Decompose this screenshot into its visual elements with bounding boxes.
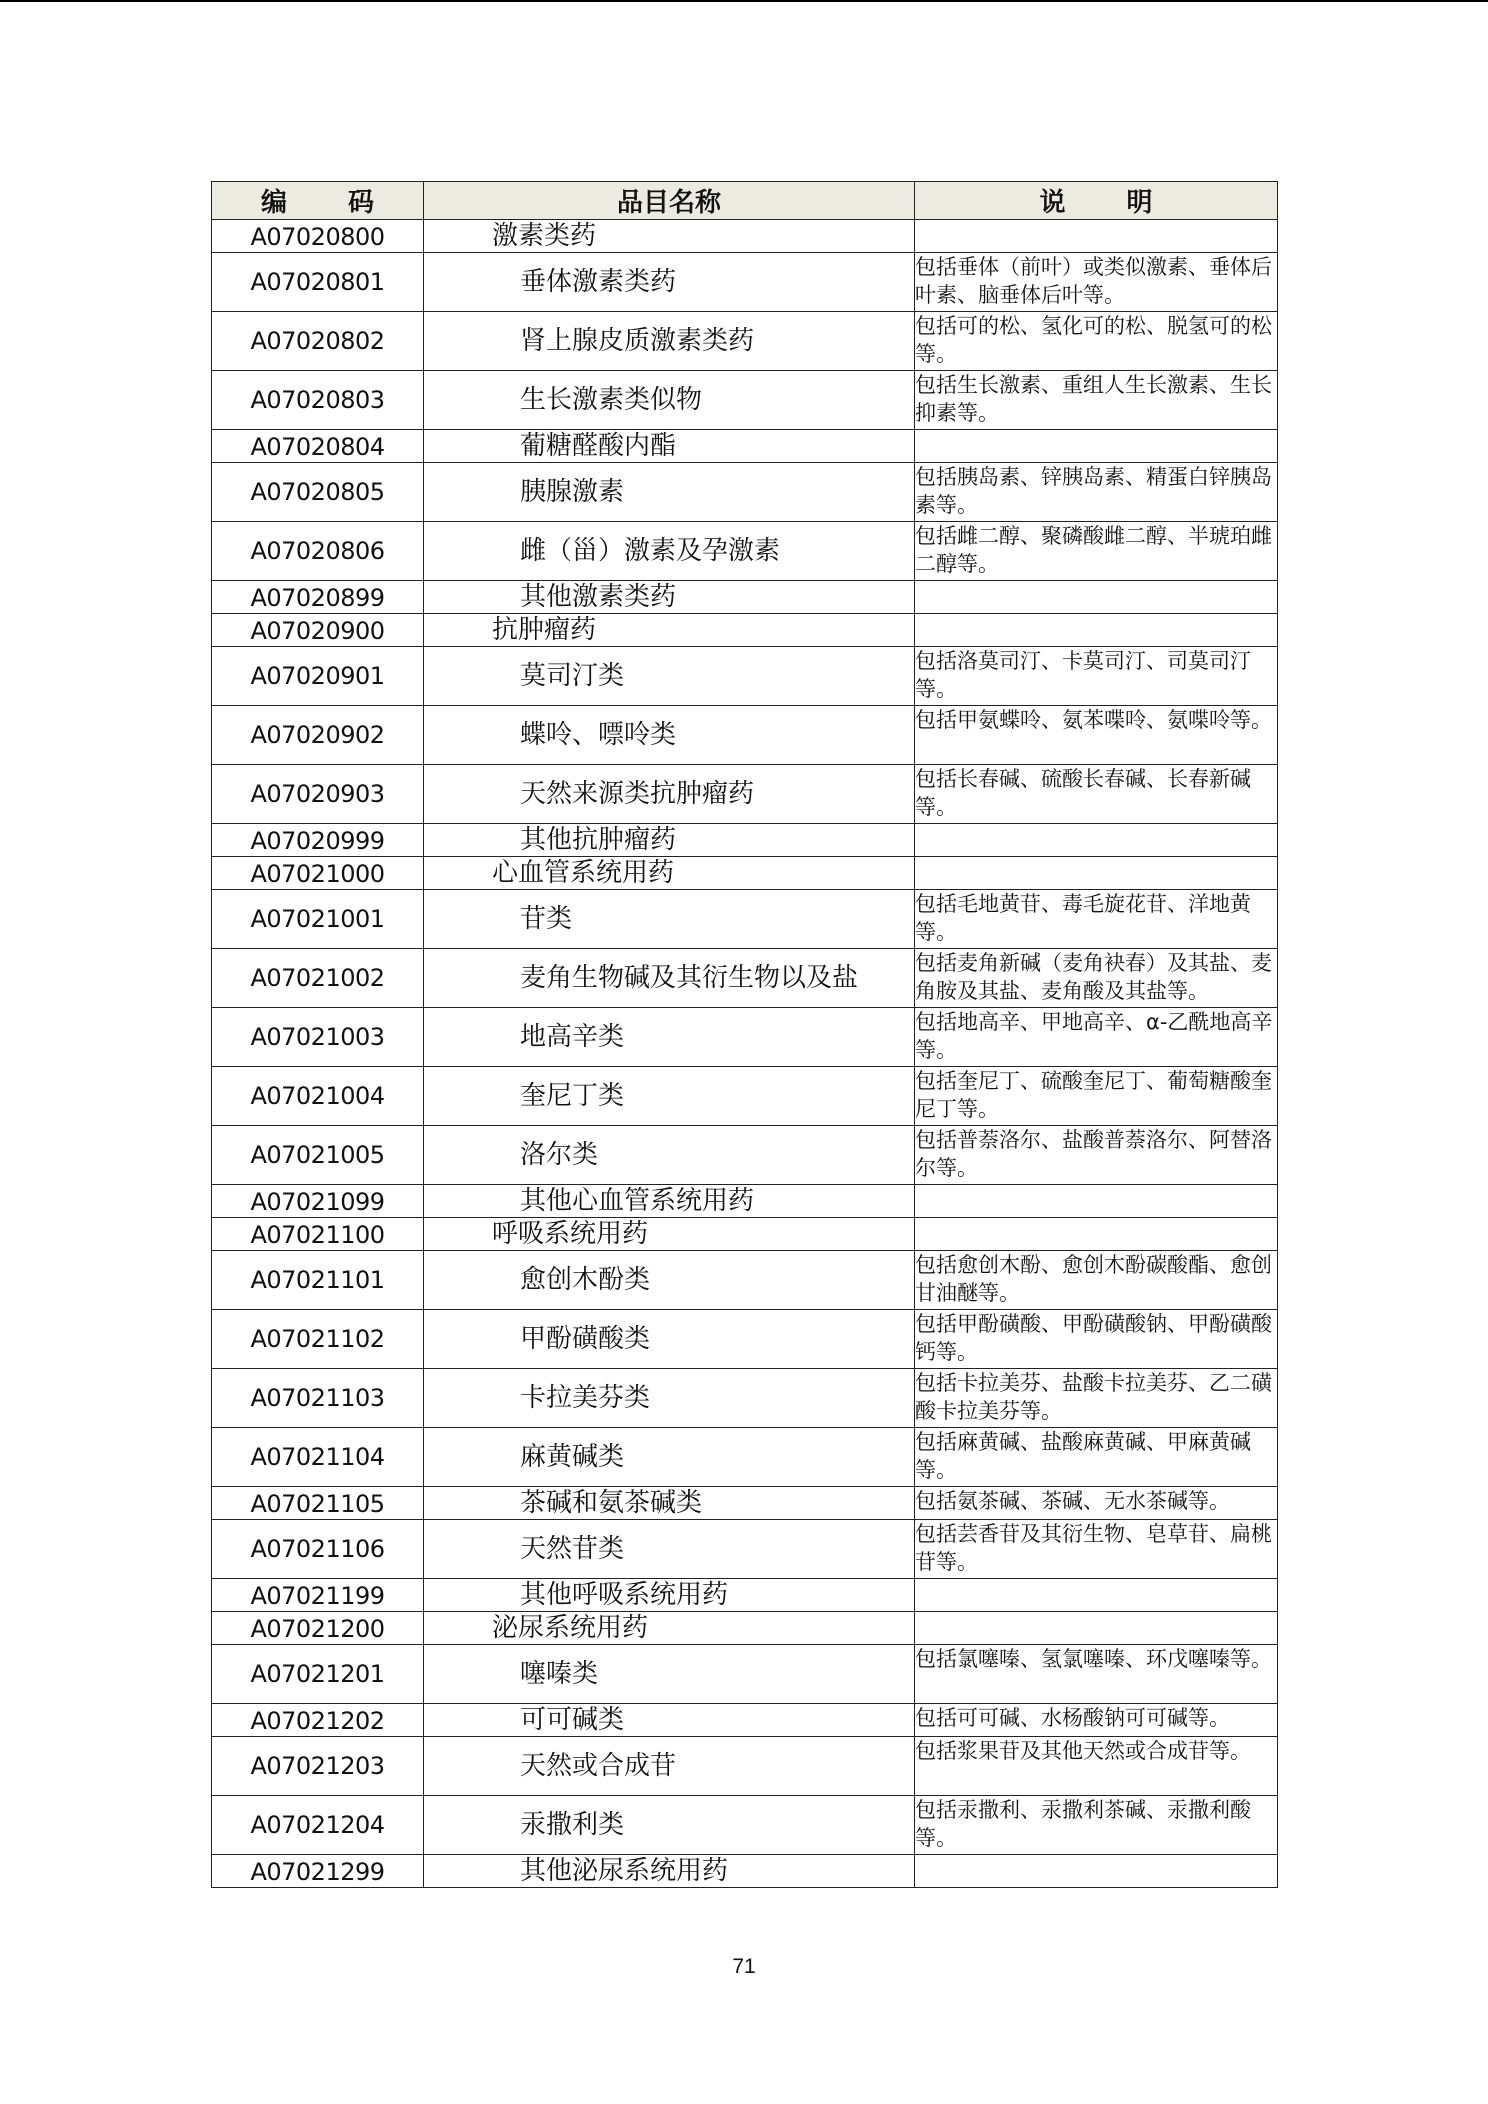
header-name: 品目名称 [424, 182, 915, 220]
row-desc [915, 1855, 1278, 1888]
row-code: A07020803 [212, 371, 424, 430]
row-name: 苷类 [424, 890, 915, 949]
row-code: A07021104 [212, 1428, 424, 1487]
row-code: A07020802 [212, 312, 424, 371]
row-desc: 包括汞撒利、汞撒利茶碱、汞撒利酸等。 [915, 1796, 1278, 1855]
row-code: A07020805 [212, 463, 424, 522]
row-name: 其他呼吸系统用药 [424, 1579, 915, 1612]
row-name: 雌（甾）激素及孕激素 [424, 522, 915, 581]
row-desc [915, 1185, 1278, 1218]
table-row [212, 824, 1278, 857]
row-name: 卡拉美芬类 [424, 1369, 915, 1428]
row-desc [915, 430, 1278, 463]
row-desc: 包括雌二醇、聚磷酸雌二醇、半琥珀雌二醇等。 [915, 522, 1278, 581]
table-row [212, 463, 1278, 522]
row-code: A07021100 [212, 1218, 424, 1251]
table-row [212, 1737, 1278, 1796]
row-desc: 包括毛地黄苷、毒毛旋花苷、洋地黄等。 [915, 890, 1278, 949]
row-desc: 包括可可碱、水杨酸钠可可碱等。 [915, 1704, 1278, 1737]
row-code: A07021103 [212, 1369, 424, 1428]
row-name: 洛尔类 [424, 1126, 915, 1185]
row-name: 其他抗肿瘤药 [424, 824, 915, 857]
table-row [212, 1645, 1278, 1704]
row-code: A07021000 [212, 857, 424, 890]
table-row [212, 1579, 1278, 1612]
row-code: A07020899 [212, 581, 424, 614]
row-desc: 包括芸香苷及其衍生物、皂草苷、扁桃苷等。 [915, 1520, 1278, 1579]
row-desc [915, 857, 1278, 890]
row-desc: 包括长春碱、硫酸长春碱、长春新碱等。 [915, 765, 1278, 824]
table-row [212, 1704, 1278, 1737]
table-row [212, 312, 1278, 371]
row-desc: 包括麦角新碱（麦角袂春）及其盐、麦角胺及其盐、麦角酸及其盐等。 [915, 949, 1278, 1008]
row-desc [915, 220, 1278, 253]
row-name: 其他泌尿系统用药 [424, 1855, 915, 1888]
table-row [212, 765, 1278, 824]
table-row [212, 1520, 1278, 1579]
table-row [212, 647, 1278, 706]
table-row [212, 949, 1278, 1008]
table-row [212, 430, 1278, 463]
row-desc: 包括普萘洛尔、盐酸普萘洛尔、阿替洛尔等。 [915, 1126, 1278, 1185]
row-desc: 包括地高辛、甲地高辛、α-乙酰地高辛等。 [915, 1008, 1278, 1067]
row-name: 噻嗪类 [424, 1645, 915, 1704]
row-desc: 包括生长激素、重组人生长激素、生长抑素等。 [915, 371, 1278, 430]
row-name: 愈创木酚类 [424, 1251, 915, 1310]
row-desc: 包括甲酚磺酸、甲酚磺酸钠、甲酚磺酸钙等。 [915, 1310, 1278, 1369]
table-row [212, 1796, 1278, 1855]
row-desc [915, 1218, 1278, 1251]
row-name: 其他心血管系统用药 [424, 1185, 915, 1218]
row-code: A07021005 [212, 1126, 424, 1185]
row-desc [915, 614, 1278, 647]
row-desc: 包括垂体（前叶）或类似激素、垂体后叶素、脑垂体后叶等。 [915, 253, 1278, 312]
table-row [212, 1218, 1278, 1251]
row-code: A07021202 [212, 1704, 424, 1737]
row-name: 肾上腺皮质激素类药 [424, 312, 915, 371]
row-name: 葡糖醛酸内酯 [424, 430, 915, 463]
row-name: 汞撒利类 [424, 1796, 915, 1855]
row-name: 天然苷类 [424, 1520, 915, 1579]
table-row [212, 614, 1278, 647]
row-name: 麦角生物碱及其衍生物以及盐 [424, 949, 915, 1008]
row-name: 生长激素类似物 [424, 371, 915, 430]
page-number: 71 [732, 1955, 756, 1978]
row-code: A07020804 [212, 430, 424, 463]
row-name: 甲酚磺酸类 [424, 1310, 915, 1369]
table-row [212, 1428, 1278, 1487]
row-desc: 包括愈创木酚、愈创木酚碳酸酯、愈创甘油醚等。 [915, 1251, 1278, 1310]
row-code: A07020901 [212, 647, 424, 706]
catalog-table [211, 181, 1278, 1888]
row-name: 心血管系统用药 [424, 857, 915, 890]
row-desc: 包括洛莫司汀、卡莫司汀、司莫司汀等。 [915, 647, 1278, 706]
row-code: A07020900 [212, 614, 424, 647]
row-desc: 包括浆果苷及其他天然或合成苷等。 [915, 1737, 1278, 1796]
header-code: 编 码 [212, 182, 424, 220]
row-code: A07020800 [212, 220, 424, 253]
row-name: 天然来源类抗肿瘤药 [424, 765, 915, 824]
row-code: A07021200 [212, 1612, 424, 1645]
row-name: 莫司汀类 [424, 647, 915, 706]
row-desc: 包括奎尼丁、硫酸奎尼丁、葡萄糖酸奎尼丁等。 [915, 1067, 1278, 1126]
row-code: A07021001 [212, 890, 424, 949]
table-row [212, 220, 1278, 253]
row-name: 地高辛类 [424, 1008, 915, 1067]
table-row [212, 890, 1278, 949]
table-row [212, 1067, 1278, 1126]
row-desc: 包括氯噻嗪、氢氯噻嗪、环戊噻嗪等。 [915, 1645, 1278, 1704]
row-code: A07021201 [212, 1645, 424, 1704]
row-desc: 包括氨茶碱、茶碱、无水茶碱等。 [915, 1487, 1278, 1520]
table-row [212, 1310, 1278, 1369]
row-code: A07021106 [212, 1520, 424, 1579]
row-code: A07020801 [212, 253, 424, 312]
table-row [212, 1855, 1278, 1888]
row-desc: 包括胰岛素、锌胰岛素、精蛋白锌胰岛素等。 [915, 463, 1278, 522]
row-code: A07021204 [212, 1796, 424, 1855]
row-name: 垂体激素类药 [424, 253, 915, 312]
row-name: 茶碱和氨茶碱类 [424, 1487, 915, 1520]
row-desc: 包括麻黄碱、盐酸麻黄碱、甲麻黄碱等。 [915, 1428, 1278, 1487]
table-row [212, 857, 1278, 890]
row-name: 奎尼丁类 [424, 1067, 915, 1126]
table-body [212, 220, 1278, 1888]
row-code: A07020902 [212, 706, 424, 765]
table-row [212, 1487, 1278, 1520]
row-code: A07020999 [212, 824, 424, 857]
row-code: A07021099 [212, 1185, 424, 1218]
table-row [212, 1369, 1278, 1428]
row-name: 蝶呤、嘌呤类 [424, 706, 915, 765]
row-code: A07021199 [212, 1579, 424, 1612]
table-row [212, 1126, 1278, 1185]
row-desc [915, 581, 1278, 614]
row-desc [915, 1612, 1278, 1645]
row-name: 胰腺激素 [424, 463, 915, 522]
row-code: A07021002 [212, 949, 424, 1008]
row-name: 泌尿系统用药 [424, 1612, 915, 1645]
row-code: A07021004 [212, 1067, 424, 1126]
row-desc: 包括可的松、氢化可的松、脱氢可的松等。 [915, 312, 1278, 371]
table-row [212, 371, 1278, 430]
table-row [212, 522, 1278, 581]
row-code: A07021003 [212, 1008, 424, 1067]
row-code: A07021102 [212, 1310, 424, 1369]
table-header-row [212, 182, 1278, 220]
table-row [212, 581, 1278, 614]
row-desc [915, 1579, 1278, 1612]
row-name: 抗肿瘤药 [424, 614, 915, 647]
header-desc: 说 明 [915, 182, 1278, 220]
row-code: A07021105 [212, 1487, 424, 1520]
row-name: 激素类药 [424, 220, 915, 253]
table-row [212, 1185, 1278, 1218]
row-desc: 包括卡拉美芬、盐酸卡拉美芬、乙二磺酸卡拉美芬等。 [915, 1369, 1278, 1428]
table-row [212, 1008, 1278, 1067]
row-code: A07020806 [212, 522, 424, 581]
row-name: 呼吸系统用药 [424, 1218, 915, 1251]
page-top-border [0, 0, 1488, 2]
table-row [212, 253, 1278, 312]
table-row [212, 706, 1278, 765]
row-code: A07021299 [212, 1855, 424, 1888]
row-name: 天然或合成苷 [424, 1737, 915, 1796]
row-name: 可可碱类 [424, 1704, 915, 1737]
table-row [212, 1251, 1278, 1310]
row-name: 麻黄碱类 [424, 1428, 915, 1487]
row-code: A07021203 [212, 1737, 424, 1796]
row-desc: 包括甲氨蝶呤、氨苯喋呤、氨喋呤等。 [915, 706, 1278, 765]
row-code: A07020903 [212, 765, 424, 824]
row-code: A07021101 [212, 1251, 424, 1310]
row-desc [915, 824, 1278, 857]
row-name: 其他激素类药 [424, 581, 915, 614]
table-row [212, 1612, 1278, 1645]
